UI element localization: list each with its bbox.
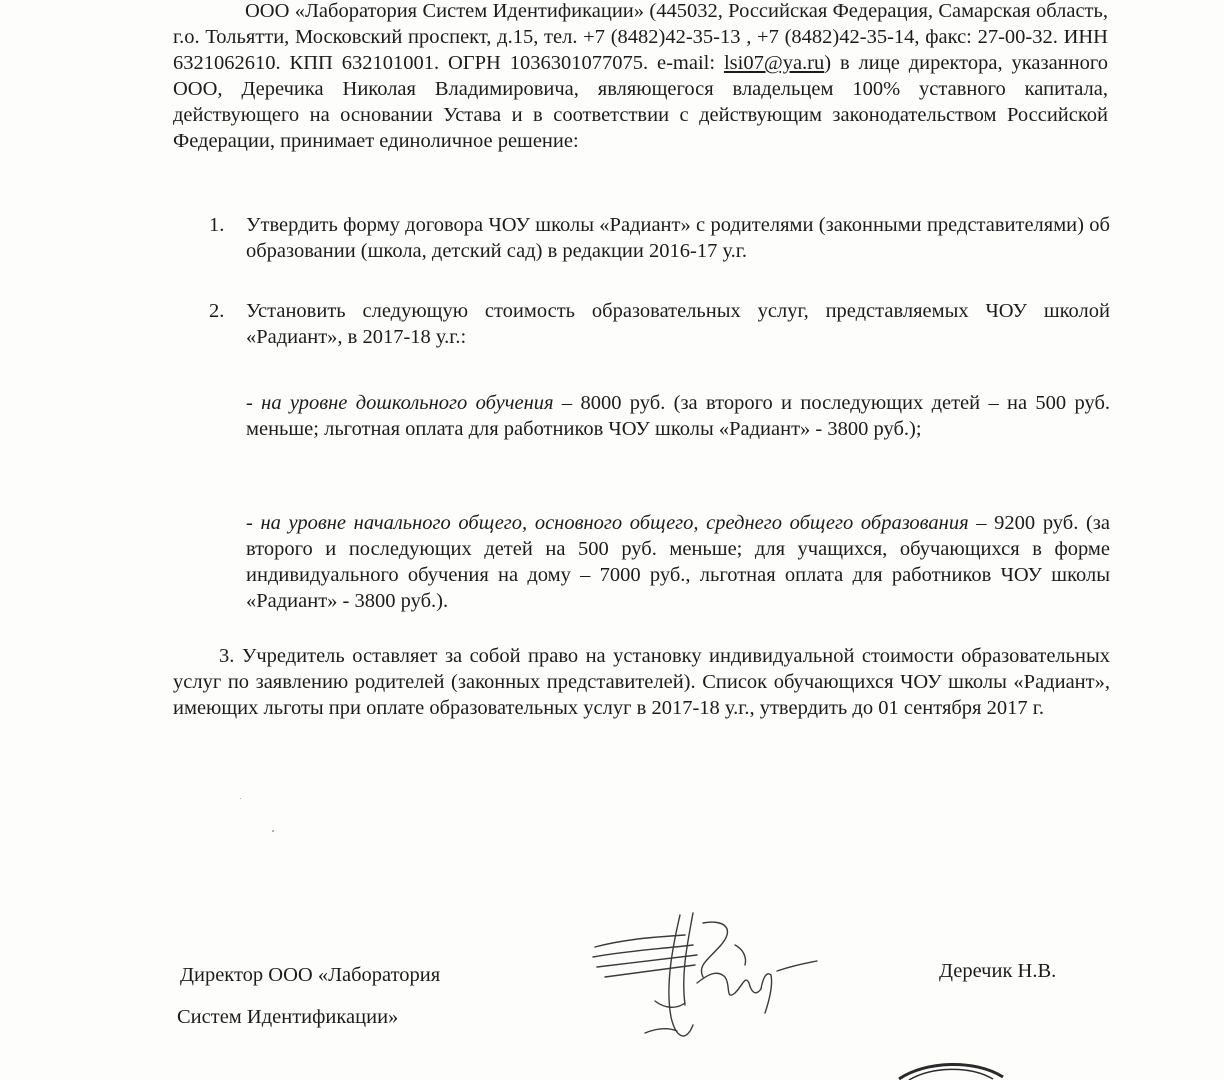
- price-dash: -: [246, 512, 261, 534]
- list-item-number: 1.: [209, 214, 225, 236]
- signatory-name: Деречик Н.В.: [939, 960, 1057, 982]
- list-item-number: 2.: [209, 300, 225, 322]
- price-level: на уровне дошкольного обучения: [261, 392, 554, 414]
- handwritten-signature: [585, 905, 820, 1055]
- intro-paragraph: [173, 0, 1108, 154]
- email-link[interactable]: lsi07@ya.ru: [723, 52, 825, 74]
- price-level: на уровне начального общего, основного общего, среднего общего образования: [260, 512, 969, 534]
- list-item-2: [209, 298, 1110, 350]
- price-general-education: [246, 510, 1110, 614]
- list-item-text: Установить следующую стоимость образовательных услуг, представляемых ЧОУ школой «Радиант», в 2017-18 у.г.:: [246, 300, 1110, 348]
- signatory-title-line1: Директор ООО «Лаборатория: [180, 964, 441, 986]
- stamp-fragment: [895, 1055, 1005, 1080]
- paper-speck: [240, 798, 241, 799]
- price-details: – 9200 руб. (за второго и последующих детей на 500 руб. меньше; для учащихся, обучающихся в форме индивидуального обучения на дому – 7000 руб., льготная оплата для работников ЧОУ школы «Радиант» - 3800 руб.).: [246, 512, 1110, 612]
- list-item-1: [209, 212, 1110, 264]
- price-details: – 8000 руб. (за второго и последующих детей – на 500 руб. меньше; льготная оплата для работников ЧОУ школы «Радиант» - 3800 руб.);: [246, 392, 1111, 440]
- intro-text-start: ООО «Лаборатория Систем Идентификации» (445032, Российская Федерация, Самарская область, г.о. Тольятти, Московский проспект, д.15, тел. +7 (8482)42-35-13 , +7 (8482)42-35-14, факс: 27-00-32. ИНН 6321062610. КПП 632101001. ОГРН 1036301077075. e-mail:: [173, 0, 1108, 74]
- intro-text-end: ) в лице директора, указанного ООО, Деречика Николая Владимировича, являющегося владельцем 100% уставного капитала, действующего на основании Устава и в соответствии с действующим законодательством Российской Федерации, принимает единоличное решение:: [173, 52, 1109, 152]
- price-dash: -: [246, 392, 262, 414]
- signatory-title-line2: Систем Идентификации»: [177, 1006, 399, 1028]
- price-preschool: [246, 390, 1110, 442]
- list-item-text: Утвердить форму договора ЧОУ школы «Радиант» с родителями (законными представителями) об образовании (школа, детский сад) в редакции 2016-17 у.г.: [246, 214, 1110, 262]
- list-item-3: 3. Учредитель оставляет за собой право на установку индивидуальной стоимости образовательных услуг по заявлению родителей (законных представителей). Список обучающихся ЧОУ школы «Радиант», имеющих льготы при оплате образовательных услуг в 2017-18 у.г., утвердить до 01 сентября 2017 г.: [173, 645, 1110, 719]
- paper-speck: [272, 830, 274, 832]
